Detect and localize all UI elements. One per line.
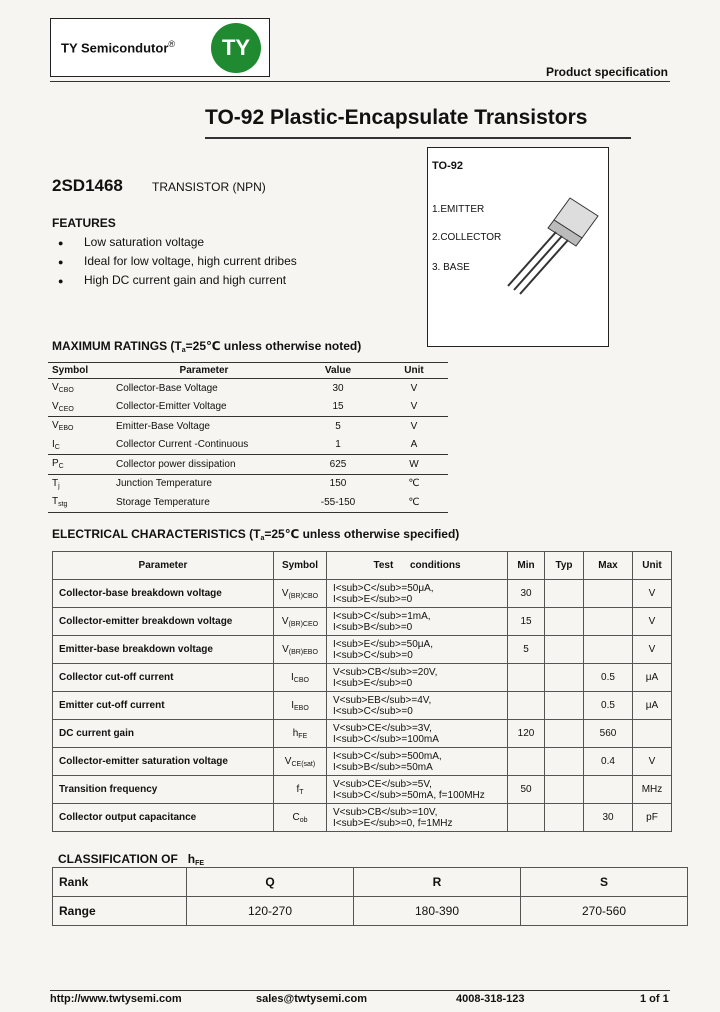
max-cell: 0.5 [584, 664, 633, 692]
parameter-cell: DC current gain [53, 720, 274, 748]
min-cell [508, 692, 545, 720]
max-cell: 0.5 [584, 692, 633, 720]
parameter-cell: Collector power dissipation [112, 455, 296, 475]
value-cell: 15 [332, 401, 344, 413]
symbol-cell: $V_{EBO}$ [48, 417, 112, 436]
typ-cell [545, 776, 584, 804]
symbol-cell: $P_C$ [48, 455, 112, 475]
max-cell [584, 608, 633, 636]
value-cell: 5 [296, 417, 380, 436]
unit-cell: μA [633, 692, 672, 720]
symbol-cell: $V_{CBO}$ [52, 382, 74, 395]
feature-item: ● Ideal for low voltage, high current dribes [58, 254, 297, 268]
col-header: Test conditions [327, 552, 508, 580]
pin-2-label: 2.COLLECTOR [432, 232, 502, 243]
symbol-cell: $T_j$ [48, 474, 112, 493]
table-row [48, 379, 448, 398]
table-row [53, 636, 672, 664]
rank-label: Rank [53, 868, 187, 897]
company-name: TY Semicondutor® [61, 39, 176, 56]
unit-cell: pF [633, 804, 672, 832]
footer-url[interactable]: http://www.twtysemi.com [50, 993, 182, 1005]
col-header: Unit [633, 552, 672, 580]
pin-1-label: 1.EMITTER [432, 204, 485, 215]
title-underline [205, 137, 631, 139]
unit-cell: V [633, 580, 672, 608]
typ-cell [545, 580, 584, 608]
unit-cell: V [633, 748, 672, 776]
classification-heading: CLASSIFICATION OF $h_{FE}$ [58, 852, 205, 867]
electrical-heading: ELECTRICAL CHARACTERISTICS ($T_a=25℃$ unless otherwise specified) [52, 527, 460, 542]
col-header: Parameter [112, 363, 296, 379]
table-row [48, 493, 448, 512]
pin-3-label: 3. BASE [432, 262, 470, 273]
registered-mark: ® [168, 39, 176, 49]
col-header: Typ [545, 552, 584, 580]
document-type: Product specification [545, 65, 668, 79]
table-row [53, 580, 672, 608]
table-row [48, 436, 448, 455]
range-label: Range [53, 897, 187, 926]
parameter-cell: Collector output capacitance [53, 804, 274, 832]
col-header: Symbol [274, 552, 327, 580]
footer-divider [50, 990, 670, 991]
col-header: Symbol [48, 363, 112, 379]
min-cell: 50 [508, 776, 545, 804]
parameter-cell: Collector-emitter breakdown voltage [53, 608, 274, 636]
value-cell: 150 [296, 474, 380, 493]
table-row [53, 664, 672, 692]
symbol-cell: $C_{ob}$ [274, 804, 327, 832]
col-header: Value [296, 363, 380, 379]
condition-cell: I<sub>C</sub>=500mA, I<sub>B</sub>=50mA [327, 748, 508, 776]
unit-cell [633, 720, 672, 748]
col-header: Max [584, 552, 633, 580]
condition-cell: V<sub>CB</sub>=10V, I<sub>E</sub>=0, f=1MHz [327, 804, 508, 832]
condition-cell: V<sub>CE</sub>=3V, I<sub>C</sub>=100mA [327, 720, 508, 748]
range-cell: 270-560 [521, 897, 688, 926]
min-cell: 120 [508, 720, 545, 748]
symbol-cell: $I_C$ [52, 438, 60, 451]
parameter-cell: Emitter-Base Voltage [112, 417, 296, 436]
parameter-cell: Storage Temperature [112, 493, 296, 512]
min-cell [508, 664, 545, 692]
symbol-cell: $I_{EBO}$ [274, 692, 327, 720]
col-header: Parameter [53, 552, 274, 580]
unit-cell: μA [633, 664, 672, 692]
condition-cell: V<sub>CE</sub>=5V, I<sub>C</sub>=50mA, f=100MHz [327, 776, 508, 804]
typ-cell [545, 664, 584, 692]
condition-cell: I<sub>C</sub>=50μA, I<sub>E</sub>=0 [327, 580, 508, 608]
symbol-cell: $V_{CEO}$ [52, 400, 74, 413]
symbol-cell: $V_{(BR)CEO}$ [274, 608, 327, 636]
parameter-cell: Collector-Base Voltage [116, 382, 218, 394]
typ-cell [545, 608, 584, 636]
parameter-cell: Collector Current -Continuous [116, 439, 249, 451]
header-divider [50, 81, 670, 82]
col-header: Unit [380, 363, 448, 379]
table-row [48, 417, 448, 436]
symbol-cell: $I_{CBO}$ [274, 664, 327, 692]
parameter-cell: Collector cut-off current [53, 664, 274, 692]
symbol-cell: $V_{(BR)EBO}$ [274, 636, 327, 664]
rank-cell: Q [187, 868, 354, 897]
max-cell [584, 580, 633, 608]
parameter-cell: Collector-base breakdown voltage [53, 580, 274, 608]
value-cell: 30 [332, 382, 344, 394]
table-row [53, 720, 672, 748]
min-cell [508, 748, 545, 776]
rank-cell: S [521, 868, 688, 897]
feature-item: ● High DC current gain and high current [58, 273, 287, 287]
range-cell: 180-390 [354, 897, 521, 926]
company-logo [50, 18, 270, 77]
unit-cell: ℃ [380, 493, 448, 512]
package-name: TO-92 [432, 160, 463, 172]
classification-table [52, 867, 688, 926]
min-cell: 30 [508, 580, 545, 608]
value-cell: 625 [296, 455, 380, 475]
min-cell: 15 [508, 608, 545, 636]
symbol-cell: $h_{FE}$ [274, 720, 327, 748]
table-row [53, 776, 672, 804]
table-row [53, 692, 672, 720]
symbol-cell: $V_{(BR)CBO}$ [274, 580, 327, 608]
unit-cell: ℃ [380, 474, 448, 493]
max-cell [584, 636, 633, 664]
range-cell: 120-270 [187, 897, 354, 926]
package-box [427, 147, 609, 347]
table-row [53, 608, 672, 636]
max-cell: 0.4 [584, 748, 633, 776]
symbol-cell: $V_{CE(sat)}$ [274, 748, 327, 776]
max-ratings-heading: MAXIMUM RATINGS ($T_a=25℃$ unless otherwise noted) [52, 339, 362, 354]
features-heading: FEATURES [52, 216, 116, 230]
footer-email[interactable]: sales@twtysemi.com [256, 993, 367, 1005]
parameter-cell: Collector-emitter saturation voltage [53, 748, 274, 776]
col-header: Min [508, 552, 545, 580]
condition-cell: V<sub>CB</sub>=20V, I<sub>E</sub>=0 [327, 664, 508, 692]
part-type: TRANSISTOR (NPN) [152, 180, 266, 194]
table-row [48, 474, 448, 493]
table-row [48, 455, 448, 475]
min-cell [508, 804, 545, 832]
parameter-cell: Emitter-base breakdown voltage [53, 636, 274, 664]
value-cell: -55-150 [296, 493, 380, 512]
parameter-cell: Collector-Emitter Voltage [116, 401, 227, 413]
symbol-cell: $T_{stg}$ [48, 493, 112, 512]
max-cell: 560 [584, 720, 633, 748]
feature-item: ● Low saturation voltage [58, 235, 205, 249]
parameter-cell: Transition frequency [53, 776, 274, 804]
unit-cell: W [380, 455, 448, 475]
unit-cell: V [410, 401, 418, 413]
unit-cell: V [380, 417, 448, 436]
page-title: TO-92 Plastic-Encapsulate Transistors [205, 106, 588, 129]
typ-cell [545, 720, 584, 748]
page-number: 1 of 1 [640, 993, 669, 1005]
max-cell: 30 [584, 804, 633, 832]
unit-cell: A [410, 439, 418, 451]
part-number: 2SD1468 [52, 176, 123, 195]
table-row [53, 748, 672, 776]
logo-badge: TY [211, 23, 261, 73]
symbol-cell: $f_T$ [274, 776, 327, 804]
electrical-table [52, 551, 672, 832]
parameter-cell: Junction Temperature [112, 474, 296, 493]
footer-phone: 4008-318-123 [456, 993, 525, 1005]
unit-cell: V [633, 608, 672, 636]
typ-cell [545, 636, 584, 664]
max-cell [584, 776, 633, 804]
min-cell: 5 [508, 636, 545, 664]
value-cell: 1 [335, 439, 341, 451]
unit-cell: V [410, 382, 418, 394]
parameter-cell: Emitter cut-off current [53, 692, 274, 720]
condition-cell: I<sub>C</sub>=1mA, I<sub>B</sub>=0 [327, 608, 508, 636]
table-row [48, 398, 448, 417]
unit-cell: MHz [633, 776, 672, 804]
to92-package-icon [498, 188, 608, 298]
condition-cell: V<sub>EB</sub>=4V, I<sub>C</sub>=0 [327, 692, 508, 720]
rank-cell: R [354, 868, 521, 897]
table-row [53, 804, 672, 832]
typ-cell [545, 692, 584, 720]
max-ratings-table [48, 362, 448, 513]
typ-cell [545, 804, 584, 832]
condition-cell: I<sub>E</sub>=50μA, I<sub>C</sub>=0 [327, 636, 508, 664]
unit-cell: V [633, 636, 672, 664]
typ-cell [545, 748, 584, 776]
